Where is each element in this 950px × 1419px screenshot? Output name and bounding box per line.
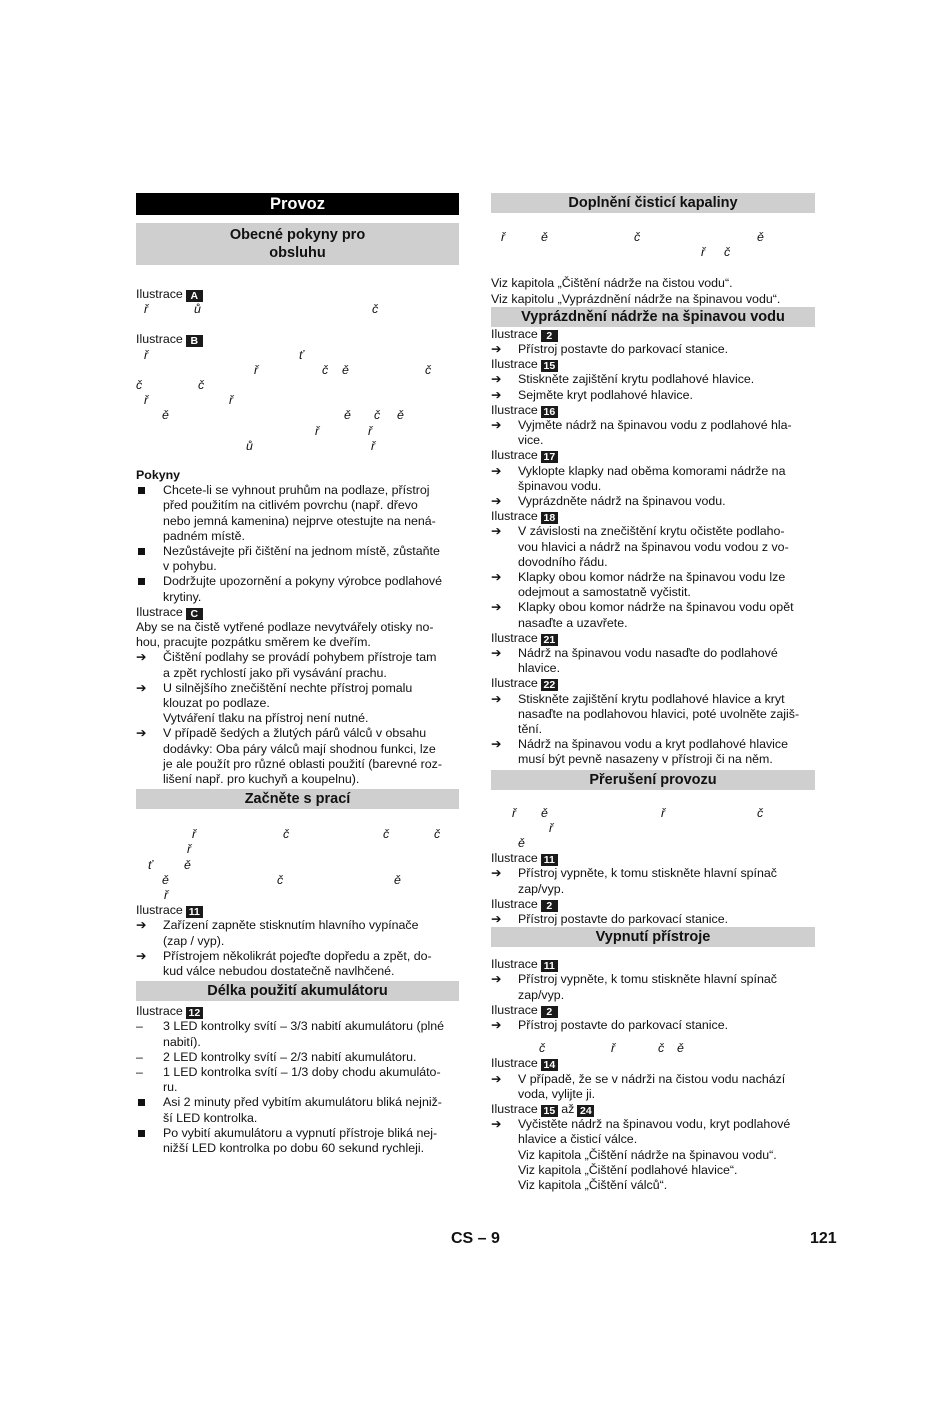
illustration-ref-11: Ilustrace 11 bbox=[136, 903, 459, 918]
dash-icon: – bbox=[136, 1019, 143, 1034]
reference-line: Viz kapitola „Čištění podlahové hlavice“. bbox=[518, 1162, 738, 1177]
figure-badge: 14 bbox=[541, 1059, 558, 1071]
list-item: ➔ Vyčistěte nádrž na špinavou vodu, kryt podlahové hlavice a čisticí válce. bbox=[491, 1117, 791, 1147]
unreadable-text: ů ř bbox=[246, 438, 376, 453]
heading-pokyny: Pokyny bbox=[136, 467, 181, 482]
figure-badge: 2 bbox=[541, 900, 558, 912]
figure-badge: 17 bbox=[541, 451, 558, 463]
list-item: ➔ Čištění podlahy se provádí pohybem přístroje tam a zpět rychlostí jako při vysávání prachu. bbox=[136, 650, 437, 680]
list-item: ➔ Vyklopte klapky nad oběma komorami nádrže na špinavou vodu. bbox=[491, 463, 786, 493]
arrow-icon: ➔ bbox=[136, 918, 147, 933]
list-item: ➔ Stiskněte zajištění krytu podlahové hlavice. bbox=[491, 372, 755, 387]
illustration-ref: Ilustrace 11 bbox=[491, 957, 815, 972]
dash-icon: – bbox=[136, 1049, 143, 1064]
figure-badge: 11 bbox=[186, 906, 203, 918]
unreadable-text: ř ř bbox=[315, 423, 373, 438]
heading-pause-operation: Přerušení provozu bbox=[491, 770, 815, 790]
unreadable-text: ř č č č bbox=[192, 827, 441, 842]
arrow-icon: ➔ bbox=[136, 726, 147, 741]
heading-start-work: Začněte s prací bbox=[136, 789, 459, 809]
figure-badge: 11 bbox=[541, 960, 558, 972]
list-item: Chcete-li se vyhnout pruhům na podlaze, přístroj před použitím na citlivém povrchu (např. dřevo nebo jemná kamenina) nejprve otestujte na nená- padném místě. bbox=[136, 483, 459, 544]
left-column bbox=[136, 193, 459, 1156]
figure-badge: 15 bbox=[541, 360, 558, 372]
illustration-ref: Ilustrace 15 bbox=[491, 357, 815, 372]
arrow-icon: ➔ bbox=[491, 341, 502, 356]
unreadable-text: ř ť bbox=[144, 347, 304, 362]
illustration-ref: Ilustrace 14 bbox=[491, 1056, 815, 1071]
unreadable-text: ř ů č bbox=[144, 302, 379, 317]
list-item: ➔ Přístroj postavte do parkovací stanice. bbox=[491, 912, 729, 927]
list-item: ➔ Nádrž na špinavou vodu nasaďte do podlahové hlavice. bbox=[491, 646, 778, 676]
unreadable-text: ě č ě bbox=[162, 872, 401, 887]
arrow-icon: ➔ bbox=[491, 570, 502, 585]
figure-badge: 16 bbox=[541, 406, 558, 418]
figure-badge: 21 bbox=[541, 634, 558, 646]
reference-line: Viz kapitola „Čištění válců“. bbox=[518, 1178, 668, 1193]
arrow-icon: ➔ bbox=[491, 866, 502, 881]
arrow-icon: ➔ bbox=[491, 372, 502, 387]
arrow-icon: ➔ bbox=[491, 600, 502, 615]
arrow-icon: ➔ bbox=[491, 387, 502, 402]
list-item: ➔ U silnějšího znečištění nechte přístroj pomalu klouzat po podlaze. Vytváření tlaku na přístroj není nutné. bbox=[136, 680, 413, 726]
list-item: Dodržujte upozornění a pokyny výrobce podlahové krytiny. bbox=[136, 574, 459, 604]
list-item: ➔ Přístroj vypněte, k tomu stiskněte hlavní spínač zap/vyp. bbox=[491, 972, 777, 1002]
illustration-ref: Ilustrace 11 bbox=[491, 851, 815, 866]
list-item: ➔ Přístroj postavte do parkovací stanice. bbox=[491, 341, 729, 356]
arrow-icon: ➔ bbox=[491, 494, 502, 509]
illustration-ref: Ilustrace 2 bbox=[491, 327, 815, 342]
illustration-ref: Ilustrace 22 bbox=[491, 676, 815, 691]
heading-fill-detergent: Doplnění čisticí kapaliny bbox=[491, 193, 815, 213]
unreadable-text: ě ě č ě bbox=[162, 408, 404, 423]
unreadable-text: ř ě č ě bbox=[501, 230, 764, 244]
illustration-ref-b: Ilustrace B bbox=[136, 332, 459, 347]
illustration-ref: Ilustrace 17 bbox=[491, 448, 815, 463]
arrow-icon: ➔ bbox=[491, 524, 502, 539]
list-item: Po vybití akumulátoru a vypnutí přístroje bliká nej- nižší LED kontrolka po dobu 60 sekund rychleji. bbox=[136, 1126, 459, 1156]
unreadable-text: ť ě bbox=[148, 857, 191, 872]
figure-badge: 12 bbox=[186, 1007, 203, 1019]
arrow-icon: ➔ bbox=[136, 680, 147, 695]
illustration-ref-12: Ilustrace 12 bbox=[136, 1004, 459, 1019]
arrow-icon: ➔ bbox=[491, 646, 502, 661]
arrow-icon: ➔ bbox=[136, 650, 147, 665]
arrow-icon: ➔ bbox=[491, 463, 502, 478]
figure-badge: 2 bbox=[541, 330, 558, 342]
illustration-ref-c: Ilustrace C bbox=[136, 605, 459, 620]
list-item: ➔ V případě, že se v nádrži na čistou vodu nachází voda, vylijte ji. bbox=[491, 1071, 786, 1101]
list-item: – 1 LED kontrolka svítí – 1/3 doby chodu akumuláto- ru. bbox=[136, 1064, 441, 1095]
list-item: ➔ V případě šedých a žlutých párů válců v obsahu dodávky: Oba páry válců mají shodnou funkci, lze je ale použít pro různé oblasti použití (barevné roz- lišení např. pro kuchyň a koupelnu). bbox=[136, 726, 442, 786]
reference-line: Viz kapitola „Čištění nádrže na špinavou vodu“. bbox=[518, 1147, 777, 1162]
unreadable-text: ř ř bbox=[144, 393, 234, 408]
figure-badge: B bbox=[186, 335, 203, 347]
unreadable-text: č č bbox=[136, 377, 205, 392]
list-item: ➔ Sejměte kryt podlahové hlavice. bbox=[491, 387, 693, 402]
right-column bbox=[491, 193, 815, 1193]
figure-badge: 2 bbox=[541, 1006, 558, 1018]
section-title-provoz: Provoz bbox=[136, 193, 459, 215]
list-item: ➔ Přístroj postavte do parkovací stanice. bbox=[491, 1018, 729, 1033]
illustration-ref: Ilustrace 16 bbox=[491, 403, 815, 418]
arrow-icon: ➔ bbox=[491, 1018, 502, 1033]
unreadable-text: ě bbox=[518, 836, 525, 851]
illustration-ref: Ilustrace 2 bbox=[491, 897, 815, 912]
list-item: – 3 LED kontrolky svítí – 3/3 nabití akumulátoru (plné nabití). bbox=[136, 1019, 444, 1049]
list-item: ➔ Zařízení zapněte stisknutím hlavního vypínače (zap / vyp). bbox=[136, 918, 419, 948]
figure-badge: 11 bbox=[541, 854, 558, 866]
unreadable-text: ř č ě č bbox=[254, 362, 432, 377]
unreadable-text: ř ě ř č bbox=[512, 805, 764, 820]
illustration-ref: Ilustrace 18 bbox=[491, 509, 815, 524]
figure-badge: C bbox=[186, 608, 203, 620]
heading-switch-off: Vypnutí přístroje bbox=[491, 927, 815, 947]
arrow-icon: ➔ bbox=[136, 948, 147, 963]
heading-empty-dirty-tank: Vyprázdnění nádrže na špinavou vodu bbox=[491, 307, 815, 327]
arrow-icon: ➔ bbox=[491, 972, 502, 987]
figure-badge: 15 bbox=[541, 1105, 558, 1117]
paragraph-line: Aby se na čistě vytřené podlaze nevytvářely otisky no- bbox=[136, 619, 434, 634]
list-item: ➔ Nádrž na špinavou vodu a kryt podlahové hlavice musí být pevně nasazeny v přístroji či na něm. bbox=[491, 737, 789, 767]
list-item: ➔ Přístroj vypněte, k tomu stiskněte hlavní spínač zap/vyp. bbox=[491, 866, 777, 896]
figure-badge: A bbox=[186, 290, 203, 302]
list-item: ➔ Vyprázdněte nádrž na špinavou vodu. bbox=[491, 494, 726, 509]
page-number: 121 bbox=[810, 1230, 837, 1247]
list-item: – 2 LED kontrolky svítí – 2/3 nabití akumulátoru. bbox=[136, 1049, 417, 1064]
arrow-icon: ➔ bbox=[491, 737, 502, 752]
reference-line: Viz kapitola „Čištění nádrže na čistou vodu“. bbox=[491, 276, 733, 291]
dash-icon: – bbox=[136, 1064, 143, 1079]
arrow-icon: ➔ bbox=[491, 1117, 502, 1132]
illustration-ref-a: Ilustrace A bbox=[136, 287, 459, 302]
list-item: ➔ Klapky obou komor nádrže na špinavou vodu lze odejmout a samostatně vyčistit. bbox=[491, 570, 786, 600]
reference-line: Viz kapitolu „Vyprázdnění nádrže na špinavou vodu“. bbox=[491, 291, 781, 306]
list-item: ➔ Klapky obou komor nádrže na špinavou vodu opět nasaďte a uzavřete. bbox=[491, 600, 794, 630]
list-item: ➔ V závislosti na znečištění krytu očistěte podlaho- vou hlavici a nádrž na špinavou vodu vodou z vo- dovodního řádu. bbox=[491, 524, 789, 569]
unreadable-text: ř bbox=[187, 842, 192, 857]
list-item: ➔ Přístrojem několikrát pojeďte dopředu a zpět, do- kud válce nebudou dostatečně navlhčené. bbox=[136, 948, 432, 978]
list-item: Nezůstávejte při čištění na jednom místě, zůstaňte v pohybu. bbox=[136, 544, 459, 574]
arrow-icon: ➔ bbox=[491, 418, 502, 432]
list-item: Asi 2 minuty před vybitím akumulátoru bliká nejniž- ší LED kontrolka. bbox=[136, 1095, 459, 1125]
list-item: ➔ Stiskněte zajištění krytu podlahové hlavice a kryt nasaďte na podlahovou hlavici, poté uvolněte zajiš- tění. bbox=[491, 691, 800, 737]
unreadable-text: č ř č ě bbox=[539, 1041, 684, 1056]
paragraph-line: hou, pracujte pozpátku směrem ke dveřím. bbox=[136, 635, 371, 650]
footer-section-code: CS – 9 bbox=[451, 1230, 500, 1247]
unreadable-text: ř bbox=[164, 887, 169, 902]
heading-battery-runtime: Délka použití akumulátoru bbox=[136, 981, 459, 1001]
arrow-icon: ➔ bbox=[491, 1071, 502, 1086]
unreadable-text: ř č bbox=[701, 245, 731, 260]
arrow-icon: ➔ bbox=[491, 912, 502, 927]
arrow-icon: ➔ bbox=[491, 691, 502, 706]
illustration-ref: Ilustrace 2 bbox=[491, 1003, 815, 1018]
list-item: ➔ Vyjměte nádrž na špinavou vodu z podlahové hla- vice. bbox=[491, 418, 792, 448]
illustration-ref: Ilustrace 21 bbox=[491, 631, 815, 646]
illustration-ref-range: Ilustrace 15 až 24 bbox=[491, 1102, 815, 1117]
figure-badge: 24 bbox=[577, 1105, 594, 1117]
figure-badge: 18 bbox=[541, 512, 558, 524]
unreadable-text: ř bbox=[549, 820, 554, 835]
figure-badge: 22 bbox=[541, 679, 558, 691]
heading-general-instructions: Obecné pokyny pro obsluhu bbox=[136, 223, 459, 265]
